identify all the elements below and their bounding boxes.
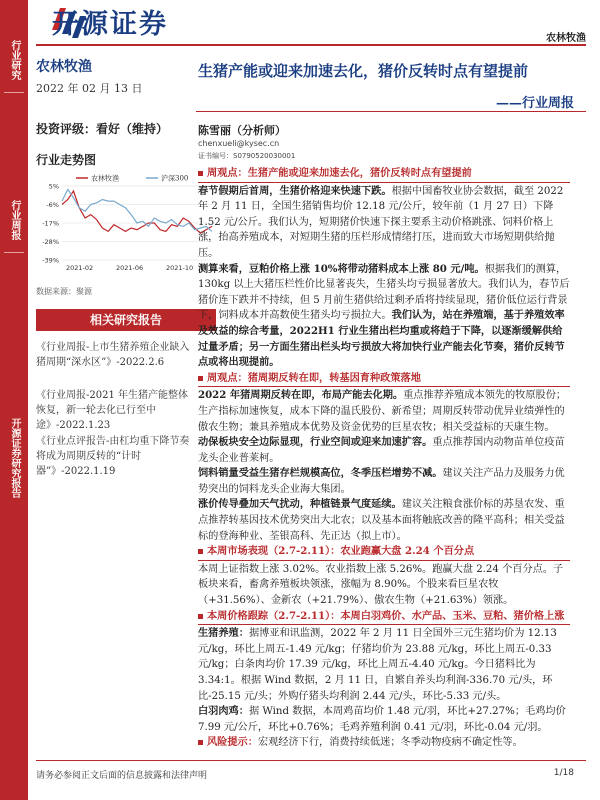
report-date: 2022 年 02 月 13 日 [36, 82, 143, 95]
trend-chart-svg [36, 172, 216, 282]
report-body [198, 166, 570, 751]
trend-chart [36, 172, 216, 282]
section-heading: 本周价格跟踪（2.7-2.11）：本周白羽鸡价、水产品、玉米、豆粕、猪价格上涨 [198, 609, 570, 625]
section-divider [198, 560, 570, 561]
related-report-item[interactable]: 《行业周报-上市生猪养殖企业缺入猪周期“深水区”》-2022.2.6 [36, 342, 190, 368]
side-label-industry-research: 行业研究 [9, 40, 20, 80]
data-source: 数据来源：聚源 [36, 287, 92, 296]
page-number: 1/18 [553, 768, 574, 778]
paragraph: 白羽肉鸡：据 Wind 数据，本周鸡苗均价 1.48 元/羽，环比+27.27%；毛鸡均价 7.99 元/公斤，环比+0.76%；毛鸡养殖利润 0.41 元/羽，环比-0.04 元/羽。 [198, 705, 566, 733]
footer-divider [36, 760, 586, 761]
trend-chart-title: 行业走势图 [36, 153, 97, 167]
chart-y-tick: -6% [46, 201, 59, 209]
analyst-name: 陈雪丽（分析师） [198, 124, 286, 137]
section-heading: 周观点：猪周期反转在即，转基因育种政策落地 [198, 371, 570, 387]
title-divider [196, 111, 586, 112]
chart-x-tick: 2021-02 [66, 264, 94, 272]
chart-legend-label: 农林牧渔 [91, 174, 119, 183]
chart-x-tick: 2021-10 [166, 264, 194, 272]
chart-y-tick: 5% [48, 182, 59, 191]
footer-disclaimer: 请务必参阅正文后面的信息披露和法律声明 [36, 771, 208, 781]
header-sector-tag: 农林牧渔 [546, 33, 586, 44]
chart-series-line [62, 189, 212, 231]
section-heading: 周观点：生猪产能或迎来加速去化，猪价反转时点有望提前 [198, 166, 570, 182]
paragraph: 测算来看，豆粕价格上涨 10%将带动猪料成本上涨 80 元/吨。根据我们的测算，130kg 以上大猪压栏性价比显著丧失，生猪头均亏损显著放大。我们认为，春节后猪价连下跌并不持续，但 5 月前生猪供给过剩矛盾将持续显现，猪价低位运行背景下，饲料成本并高数使生猪头均亏损拉大。我们认为，站在养殖端，基于养殖效率及效益的综合考量，2022H1 行业生猪出栏均重或将趋于下降，以逐渐缓解供给过量矛盾；另一方面生猪出栏头均亏损放大将加快行业产能去化节奏，猪价反转节点或将出现提前。 [198, 262, 570, 369]
risk-note: 风险提示：宏观经济下行，消费持续低迷；冬季动物疫病不确定性等。 [198, 735, 570, 751]
chart-y-tick: -17% [42, 219, 59, 228]
report-title: 生猪产能或迎来加速去化，猪价反转时点有望提前 [198, 62, 529, 80]
sector-name: 农林牧渔 [36, 59, 92, 75]
chart-y-tick: -39% [42, 256, 59, 265]
side-label-weekly: 行业周报 [9, 200, 20, 240]
paragraph: 春节假期后首周，生猪价格迎来快速下跌。根据中国畜牧业协会数据，截至 2022 年 2 月 11 日，全国生猪销售均价 12.18 元/公斤，较年前（1 月 27 日）下降 1.52 元/公斤。我们认为，短期猪价快速下探主要系主动价格跳涨、饲料价格上涨，抬高养殖成本，对短期生猪的压栏形成情绪打压，进而致大市场短期供给抛压。 [198, 184, 564, 259]
analyst-email[interactable]: chenxueli@kysec.cn [198, 139, 280, 148]
section-divider [198, 386, 570, 387]
related-report-item[interactable]: 《行业点评报告-由杠均重下降节奏将成为周期反转的“计时器”》-2022.1.19 [36, 436, 190, 477]
paragraph: 本周上证指数上涨 3.02%。农业指数上涨 5.26%。跑赢大盘 2.24 个百分点。子板块来看，畜禽养殖板块领涨，涨幅为 8.90%。个股来看巨星农牧（+31.56%）、金新农（+21.79%）、傲农生物（+21.63%）领涨。 [198, 563, 564, 607]
section-divider [198, 624, 570, 625]
header-divider [36, 44, 586, 46]
paragraph: 2022 年猪周期反转在即，布局产能去化期。重点推荐养殖成本领先的牧原股份；生产指标加速恢复，成本下降的温氏股份、新希望；周期反转带动优异业绩弹性的傲农生物；兼具养殖成本优势及资金优势的巨星农牧；相关受益标的天康生物。 [198, 389, 567, 433]
side-bar [0, 0, 28, 800]
section-divider [198, 182, 570, 183]
paragraph: 饲料销量受益生猪存栏规模高位，冬季压栏增势不减。建议关注产品力及服务力优势突出的饲料龙头企业海大集团。 [198, 467, 565, 495]
paragraph: 生猪养殖：据博亚和讯监测，2022 年 2 月 11 日全国外三元生猪均价为 12.13 元/kg，环比上周五-1.49 元/kg；仔猪均价为 23.88 元/kg，环比上周五-0.33 元/kg；白条肉均价 17.39 元/kg，环比上周五-4.40 元/kg。今日猪料比为 3.34:1。根据 Wind 数据，2 月 11 日，自繁自养头均利润-336.70 元/头，环比-25.15 元/头；外购仔猪头均利润 2.44 元/头，环比-5.33 元/头。 [198, 627, 557, 702]
section-heading: 本周市场表现（2.7-2.11）：农业跑赢大盘 2.24 个百分点 [198, 544, 570, 560]
chart-series-line [62, 191, 212, 233]
side-divider [4, 92, 24, 93]
chart-legend-label: 沪深300 [161, 174, 189, 183]
investment-rating: 投资评级：看好（维持） [36, 122, 169, 136]
side-divider [4, 252, 24, 253]
paragraph: 动保板块安全边际显现，行业空间或迎来加速扩容。重点推荐国内动物苗单位疫苗龙头企业普莱柯。 [198, 436, 565, 464]
paragraph: 涨价传导叠加天气扰动，种植链景气度延续。建议关注粮食涨价标的苏垦农发、重点推荐转基因技术优势突出大北农；以及基本面将触底改善的隆平高科；相关受益标的登海种业、荃银高科、先正达（拟上市）。 [198, 498, 565, 542]
analyst-cert: 证书编号：S0790520030001 [198, 152, 296, 160]
side-label-kysec-report: 开源证券研究报告 [9, 418, 20, 498]
logo-text: 开源证券 [52, 9, 168, 40]
related-reports-title: 相关研究报告 [36, 309, 216, 331]
chart-x-tick: 2021-06 [116, 264, 144, 272]
related-report-item[interactable]: 《行业周报-2021 年生猪产能整体恢复，新一轮去化已行至中途》-2022.1.23 [36, 390, 189, 431]
report-subtitle: ——行业周报 [495, 96, 574, 111]
chart-y-tick: -28% [42, 238, 59, 246]
